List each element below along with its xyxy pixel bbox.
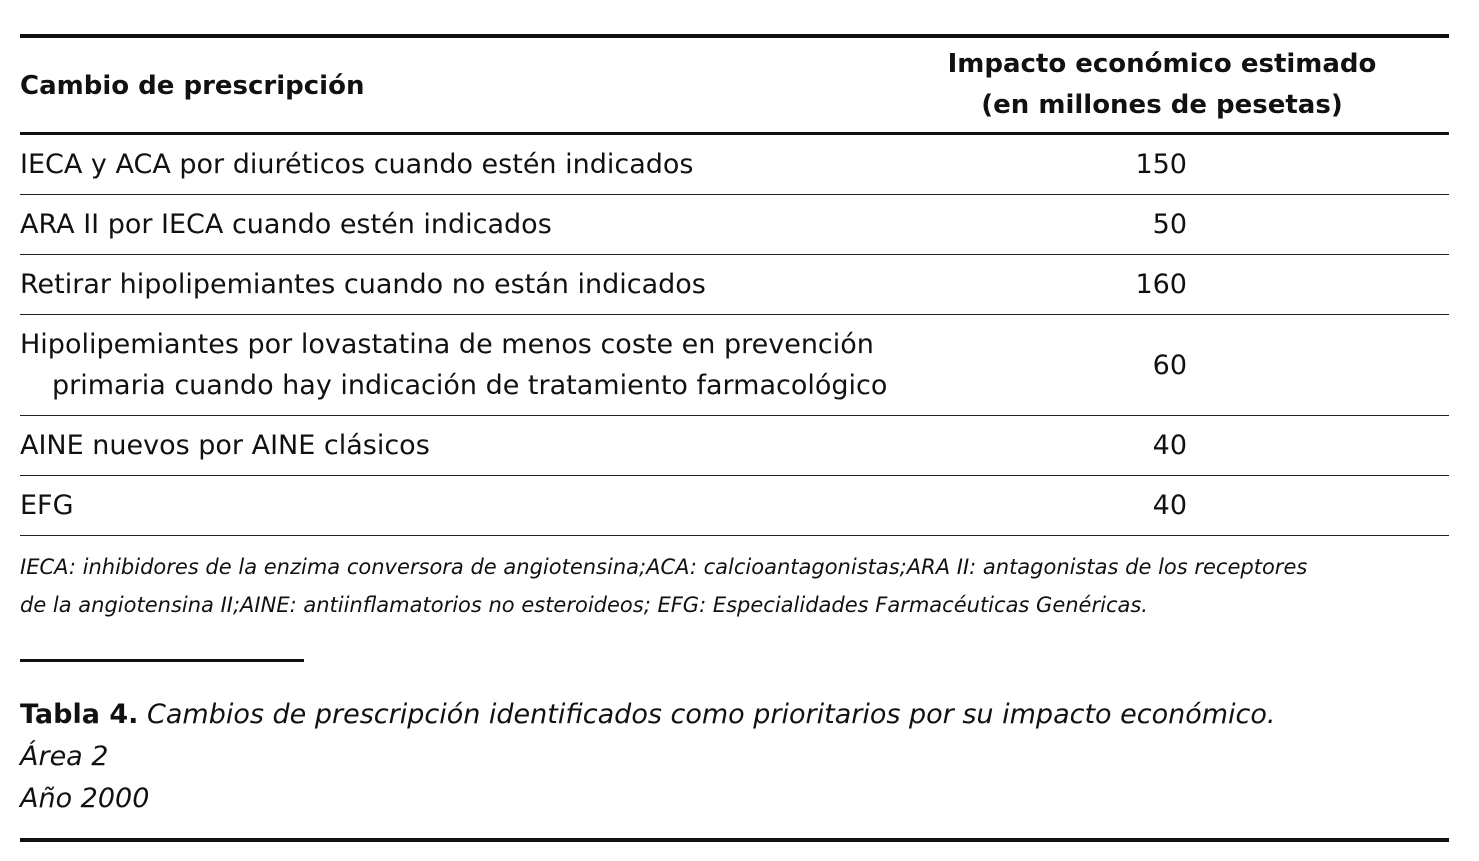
table-bottom-rule (20, 535, 1449, 536)
row-value: 50 (1152, 209, 1187, 240)
header-impact (909, 44, 1449, 126)
table-figure (20, 34, 1449, 842)
row-label: ARA II por IECA cuando estén indicados (20, 209, 552, 240)
row-value: 160 (1135, 269, 1187, 300)
row-value: 150 (1135, 149, 1187, 180)
table-caption (20, 694, 1320, 820)
caption-label: Tabla 4. (20, 699, 139, 730)
row-label: Retirar hipolipemiantes cuando no están indicados (20, 269, 706, 300)
row-label: EFG (20, 490, 74, 521)
header-impact-line1: Impacto económico estimado (947, 49, 1377, 79)
row-label-line2: primaria cuando hay indicación de tratamiento farmacológico (52, 370, 888, 401)
table-row (20, 255, 1449, 314)
table-footnotes (20, 548, 1320, 624)
footnote-line2: de la angiotensina II;AINE: antiinflamatorios no esteroideos; EFG: Especialidades Farmacéuticas Genéricas. (20, 593, 1148, 617)
caption-text-line1: Cambios de prescripción identificados como prioritarios por su impacto económico. Área 2 (20, 699, 1276, 772)
header-change-label: Cambio de prescripción (20, 71, 365, 101)
bottom-rule (20, 838, 1449, 842)
footnote-line1: IECA: inhibidores de la enzima conversora de angiotensina;ACA: calcioantagonistas;ARA II: antagonistas de los receptores (20, 555, 1308, 579)
table-row (20, 135, 1449, 194)
caption-separator (20, 659, 304, 662)
row-label (20, 324, 909, 406)
table-header (20, 38, 1449, 132)
table-row (20, 315, 1449, 415)
table-row (20, 195, 1449, 254)
row-value: 60 (1152, 349, 1187, 381)
table-row (20, 416, 1449, 475)
row-label-line1: Hipolipemiantes por lovastatina de menos coste en prevención (20, 329, 874, 360)
row-value: 40 (1152, 490, 1187, 521)
caption-text-line2: Año 2000 (20, 783, 150, 814)
row-label: IECA y ACA por diuréticos cuando estén indicados (20, 149, 694, 180)
row-value: 40 (1152, 430, 1187, 461)
row-label: AINE nuevos por AINE clásicos (20, 430, 430, 461)
header-impact-line2: (en millones de pesetas) (981, 90, 1343, 120)
table-row (20, 476, 1449, 535)
